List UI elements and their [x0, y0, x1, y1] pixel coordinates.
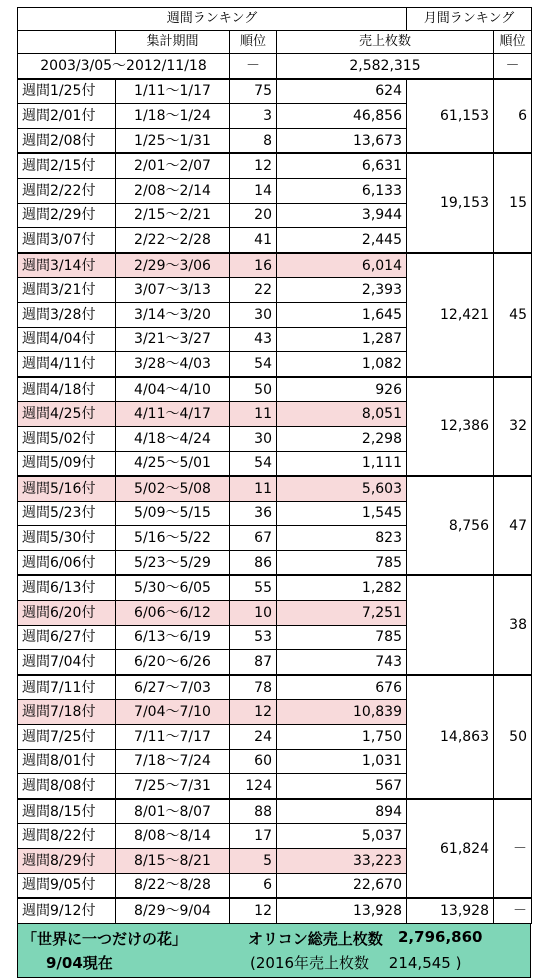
sales-cell: 1,287: [277, 327, 407, 352]
monthly-sales-cell: 12,386: [407, 377, 494, 476]
week-cell: 週間8/01付: [18, 749, 116, 774]
week-cell: 週間5/09付: [18, 451, 116, 476]
monthly-rank-cell: －: [494, 799, 532, 898]
rank-cell: 16: [230, 253, 277, 278]
sales-cell: 13,928: [277, 898, 407, 923]
table-row: [18, 575, 532, 600]
sales-cell: 46,856: [277, 104, 407, 129]
sales-cell: 5,603: [277, 476, 407, 501]
monthly-sales-cell: 8,756: [407, 476, 494, 575]
rank-cell: 54: [230, 352, 277, 377]
rank-cell: 60: [230, 749, 277, 774]
sales-cell: 1,645: [277, 302, 407, 327]
week-column-header: [18, 31, 116, 54]
sales-column-header: 売上枚数: [277, 31, 494, 54]
sales-cell: 33,223: [277, 849, 407, 874]
period-cell: 7/25～7/31: [116, 774, 230, 799]
period-cell: 7/11～7/17: [116, 725, 230, 750]
period-cell: 5/02～5/08: [116, 476, 230, 501]
table-row: [18, 153, 532, 178]
period-cell: 2/01～2/07: [116, 153, 230, 178]
rank-cell: 53: [230, 625, 277, 650]
week-cell: 週間2/15付: [18, 153, 116, 178]
period-cell: 4/18～4/24: [116, 426, 230, 451]
period-cell: 1/25～1/31: [116, 128, 230, 153]
summary-rank: －: [230, 54, 277, 79]
period-cell: 6/13～6/19: [116, 625, 230, 650]
song-title: 「世界に一つだけの花」: [22, 929, 188, 948]
period-cell: 8/29～9/04: [116, 898, 230, 923]
sales-cell: 13,673: [277, 128, 407, 153]
period-cell: 3/28～4/03: [116, 352, 230, 377]
sales-cell: 785: [277, 625, 407, 650]
period-cell: 1/11～1/17: [116, 79, 230, 104]
rank-cell: 55: [230, 575, 277, 600]
rank-cell: 5: [230, 849, 277, 874]
rank-cell: 41: [230, 228, 277, 253]
rank-cell: 6: [230, 873, 277, 898]
monthly-sales-cell: 19,153: [407, 153, 494, 252]
rank-cell: 30: [230, 426, 277, 451]
sales-cell: 624: [277, 79, 407, 104]
period-cell: 6/06～6/12: [116, 601, 230, 626]
summary-row: [18, 54, 532, 79]
sales-cell: 676: [277, 675, 407, 700]
week-cell: 週間4/18付: [18, 377, 116, 402]
table-row: [18, 675, 532, 700]
week-cell: 週間7/18付: [18, 700, 116, 725]
week-cell: 週間3/14付: [18, 253, 116, 278]
week-cell: 週間9/12付: [18, 898, 116, 923]
summary-period: 2003/3/05～2012/11/18: [18, 54, 230, 79]
total-sales-value: 2,796,860: [398, 927, 483, 946]
week-cell: 週間8/08付: [18, 774, 116, 799]
weekly-ranking-header: 週間ランキング: [18, 8, 407, 31]
rank-cell: 22: [230, 278, 277, 303]
week-cell: 週間6/06付: [18, 550, 116, 575]
period-cell: 2/22～2/28: [116, 228, 230, 253]
sales-cell: 6,631: [277, 153, 407, 178]
week-cell: 週間4/04付: [18, 327, 116, 352]
rank-cell: 17: [230, 824, 277, 849]
period-cell: 8/01～8/07: [116, 799, 230, 824]
week-cell: 週間5/02付: [18, 426, 116, 451]
week-cell: 週間5/16付: [18, 476, 116, 501]
monthly-rank-cell: 50: [494, 675, 532, 799]
week-cell: 週間3/21付: [18, 278, 116, 303]
week-cell: 週間6/27付: [18, 625, 116, 650]
period-cell: 3/14～3/20: [116, 302, 230, 327]
table-row: [18, 79, 532, 104]
period-cell: 3/07～3/13: [116, 278, 230, 303]
monthly-rank-column-header: 順位: [494, 31, 532, 54]
period-cell: 8/08～8/14: [116, 824, 230, 849]
rank-cell: 12: [230, 898, 277, 923]
period-cell: 8/15～8/21: [116, 849, 230, 874]
sales-cell: 1,111: [277, 451, 407, 476]
week-cell: 週間2/01付: [18, 104, 116, 129]
monthly-rank-cell: 45: [494, 253, 532, 377]
sales-cell: 6,133: [277, 178, 407, 203]
rank-cell: 43: [230, 327, 277, 352]
header-row-top: [18, 8, 532, 31]
rank-cell: 24: [230, 725, 277, 750]
monthly-rank-cell: 15: [494, 153, 532, 252]
monthly-rank-cell: －: [494, 898, 532, 923]
rank-cell: 11: [230, 476, 277, 501]
period-cell: 7/04～7/10: [116, 700, 230, 725]
sales-cell: 2,298: [277, 426, 407, 451]
rank-cell: 87: [230, 650, 277, 675]
rank-cell: 54: [230, 451, 277, 476]
sales-cell: 823: [277, 526, 407, 551]
week-cell: 週間7/04付: [18, 650, 116, 675]
table-row: [18, 799, 532, 824]
sales-cell: 2,393: [277, 278, 407, 303]
week-cell: 週間6/20付: [18, 601, 116, 626]
week-cell: 週間9/05付: [18, 873, 116, 898]
sales-cell: 8,051: [277, 402, 407, 427]
rank-cell: 14: [230, 178, 277, 203]
ranking-table: [17, 7, 532, 924]
period-cell: 6/27～7/03: [116, 675, 230, 700]
rank-cell: 10: [230, 601, 277, 626]
period-cell: 4/04～4/10: [116, 377, 230, 402]
sales-cell: 1,545: [277, 501, 407, 526]
sales-cell: 926: [277, 377, 407, 402]
sales-cell: 1,031: [277, 749, 407, 774]
period-cell: 5/30～6/05: [116, 575, 230, 600]
sales-cell: 7,251: [277, 601, 407, 626]
period-cell: 4/25～5/01: [116, 451, 230, 476]
total-sales-label: オリコン総売上枚数: [248, 929, 383, 948]
week-cell: 週間8/22付: [18, 824, 116, 849]
rank-cell: 36: [230, 501, 277, 526]
sales-cell: 2,445: [277, 228, 407, 253]
rank-column-header: 順位: [230, 31, 277, 54]
sales-cell: 743: [277, 650, 407, 675]
period-cell: 7/18～7/24: [116, 749, 230, 774]
rank-cell: 88: [230, 799, 277, 824]
week-cell: 週間2/29付: [18, 203, 116, 228]
rank-cell: 30: [230, 302, 277, 327]
rank-cell: 8: [230, 128, 277, 153]
monthly-sales-cell: 12,421: [407, 253, 494, 377]
monthly-rank-cell: 6: [494, 79, 532, 154]
monthly-sales-cell: 61,824: [407, 799, 494, 898]
rank-cell: 86: [230, 550, 277, 575]
sales-cell: 6,014: [277, 253, 407, 278]
summary-monthly-rank: －: [494, 54, 532, 79]
sales-cell: 894: [277, 799, 407, 824]
rank-cell: 12: [230, 700, 277, 725]
week-cell: 週間4/25付: [18, 402, 116, 427]
monthly-rank-cell: 32: [494, 377, 532, 476]
week-cell: 週間1/25付: [18, 79, 116, 104]
monthly-sales-cell: 14,863: [407, 675, 494, 799]
sales-cell: 1,082: [277, 352, 407, 377]
monthly-sales-cell: [407, 575, 494, 674]
period-cell: 3/21～3/27: [116, 327, 230, 352]
as-of-date: 9/04現在: [46, 953, 113, 972]
sales-cell: 785: [277, 550, 407, 575]
table-row: [18, 253, 532, 278]
week-cell: 週間3/07付: [18, 228, 116, 253]
monthly-sales-cell: 61,153: [407, 79, 494, 154]
week-cell: 週間5/30付: [18, 526, 116, 551]
period-cell: 2/29～3/06: [116, 253, 230, 278]
rank-cell: 12: [230, 153, 277, 178]
week-cell: 週間8/15付: [18, 799, 116, 824]
week-cell: 週間7/11付: [18, 675, 116, 700]
sales-cell: 5,037: [277, 824, 407, 849]
period-cell: 1/18～1/24: [116, 104, 230, 129]
week-cell: 週間5/23付: [18, 501, 116, 526]
sales-cell: 3,944: [277, 203, 407, 228]
rank-cell: 3: [230, 104, 277, 129]
week-cell: 週間8/29付: [18, 849, 116, 874]
week-cell: 週間6/13付: [18, 575, 116, 600]
week-cell: 週間4/11付: [18, 352, 116, 377]
rank-cell: 124: [230, 774, 277, 799]
week-cell: 週間2/22付: [18, 178, 116, 203]
rank-cell: 78: [230, 675, 277, 700]
rank-cell: 20: [230, 203, 277, 228]
monthly-rank-cell: 47: [494, 476, 532, 575]
monthly-sales-cell: 13,928: [407, 898, 494, 923]
period-cell: 5/16～5/22: [116, 526, 230, 551]
period-cell: 6/20～6/26: [116, 650, 230, 675]
summary-sales: 2,582,315: [277, 54, 494, 79]
sales-cell: 1,282: [277, 575, 407, 600]
table-row: [18, 377, 532, 402]
rank-cell: 11: [230, 402, 277, 427]
period-cell: 2/15～2/21: [116, 203, 230, 228]
table-row: [18, 476, 532, 501]
period-cell: 4/11～4/17: [116, 402, 230, 427]
week-cell: 週間2/08付: [18, 128, 116, 153]
footer-banner: [17, 924, 531, 978]
week-cell: 週間7/25付: [18, 725, 116, 750]
sales-cell: 22,670: [277, 873, 407, 898]
week-cell: 週間3/28付: [18, 302, 116, 327]
period-cell: 2/08～2/14: [116, 178, 230, 203]
rank-cell: 50: [230, 377, 277, 402]
rank-cell: 67: [230, 526, 277, 551]
sales-cell: 10,839: [277, 700, 407, 725]
period-column-header: 集計期間: [116, 31, 230, 54]
rank-cell: 75: [230, 79, 277, 104]
monthly-rank-cell: 38: [494, 575, 532, 674]
period-cell: 5/23～5/29: [116, 550, 230, 575]
sales-ranking-sheet: [17, 7, 531, 978]
monthly-ranking-header: 月間ランキング: [407, 8, 532, 31]
sales-cell: 1,750: [277, 725, 407, 750]
table-row: [18, 898, 532, 923]
header-row-columns: [18, 31, 532, 54]
period-cell: 5/09～5/15: [116, 501, 230, 526]
year-sales: (2016年売上枚数 214,545 ): [250, 953, 462, 972]
period-cell: 8/22～8/28: [116, 873, 230, 898]
sales-cell: 567: [277, 774, 407, 799]
